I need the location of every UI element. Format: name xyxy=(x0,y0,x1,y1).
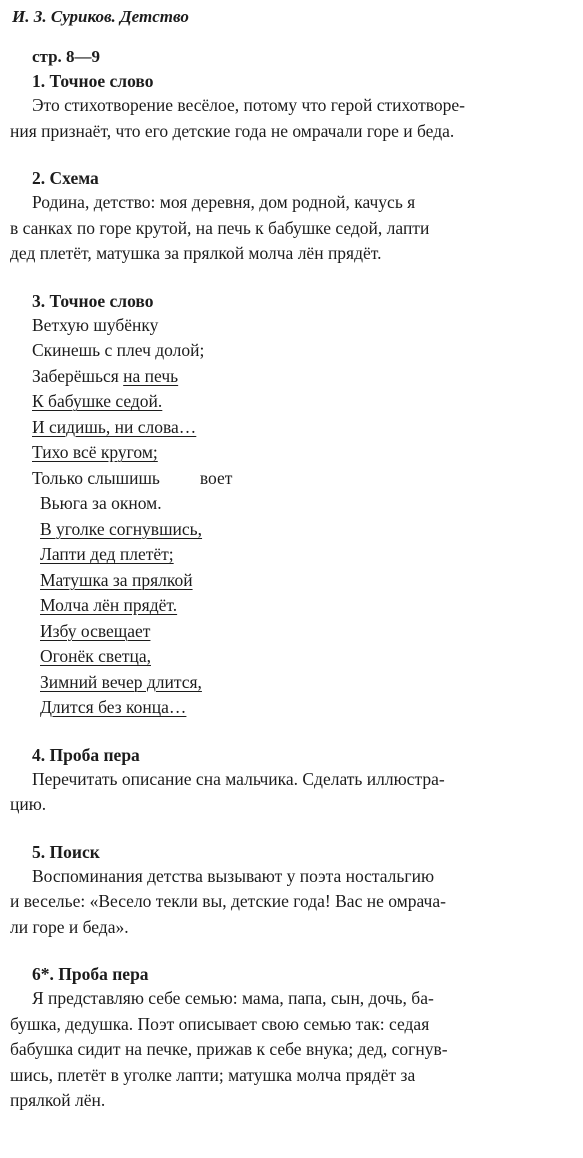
poem-line: Зимний вечер длится, xyxy=(40,671,202,692)
poem-line: Матушка за прялкой xyxy=(40,569,193,590)
poem-line: В уголке согнувшись, xyxy=(40,518,203,539)
section-heading: 3. Точное слово xyxy=(32,290,154,311)
section-text: Перечитать описание сна мальчика. Сделать иллюстра- цию. xyxy=(10,768,445,814)
poem-line: И сидишь, ни слова… xyxy=(32,416,197,437)
poem-line: Молча лён прядёт. xyxy=(40,595,178,615)
page-reference: стр. 8—9 xyxy=(32,47,101,66)
poem-line: Ветхую шубёнку xyxy=(32,314,159,335)
poem-line: Лапти дед плетёт; xyxy=(40,544,174,564)
poem-line: Избу освещает xyxy=(40,620,151,641)
poem-line: Скинешь с плеч долой; xyxy=(32,340,205,360)
poem-line: Вьюга за окном. xyxy=(40,493,162,513)
section-text: Это стихотворение весёлое, потому что герой стихотворе- ния признаёт, что его детские года не омрачали горе и беда. xyxy=(10,95,466,141)
section-heading: 2. Схема xyxy=(32,168,99,188)
section-text: Родина, детство: моя деревня, дом родной, качусь я в санках по горе крутой, на печь к бабушке седой, лапти дед плетёт, матушка за прялкой молча лён прядёт. xyxy=(10,192,430,263)
poem-line: Длится без конца… xyxy=(40,697,187,717)
section-4 xyxy=(10,743,571,818)
section-1 xyxy=(10,69,571,144)
section-text: Воспоминания детства вызывают у поэта ностальгию и веселье: «Весело текли вы, детские года! Вас не омрача- ли горе и беда». xyxy=(10,865,446,937)
section-2 xyxy=(10,166,571,267)
section-3 xyxy=(10,289,571,721)
poem-line: К бабушке седой. xyxy=(32,391,163,411)
section-heading: 1. Точное слово xyxy=(32,71,154,91)
poem xyxy=(10,313,571,721)
poem-line: Тихо всё кругом; xyxy=(32,442,158,462)
poem-line: Только слышишь воет xyxy=(32,467,233,488)
poem-line: Огонёк светца, xyxy=(40,646,151,666)
section-5 xyxy=(10,840,571,941)
page-title: И. З. Суриков. Детство xyxy=(12,7,189,26)
section-text: Я представляю себе семью: мама, папа, сын, дочь, ба- бушка, дедушка. Поэт описывает свою семью так: седая бабушка сидит на печке, прижав к себе внука; дед, согнув- шись, плетёт в уголке лапти; матушка молча прядёт за прялкой лён. xyxy=(10,988,448,1110)
section-heading: 6*. Проба пера xyxy=(32,964,149,984)
section-heading: 5. Поиск xyxy=(32,841,100,862)
section-heading: 4. Проба пера xyxy=(32,744,140,765)
poem-line: Заберёшься на печь xyxy=(32,365,179,386)
section-6 xyxy=(10,962,571,1114)
